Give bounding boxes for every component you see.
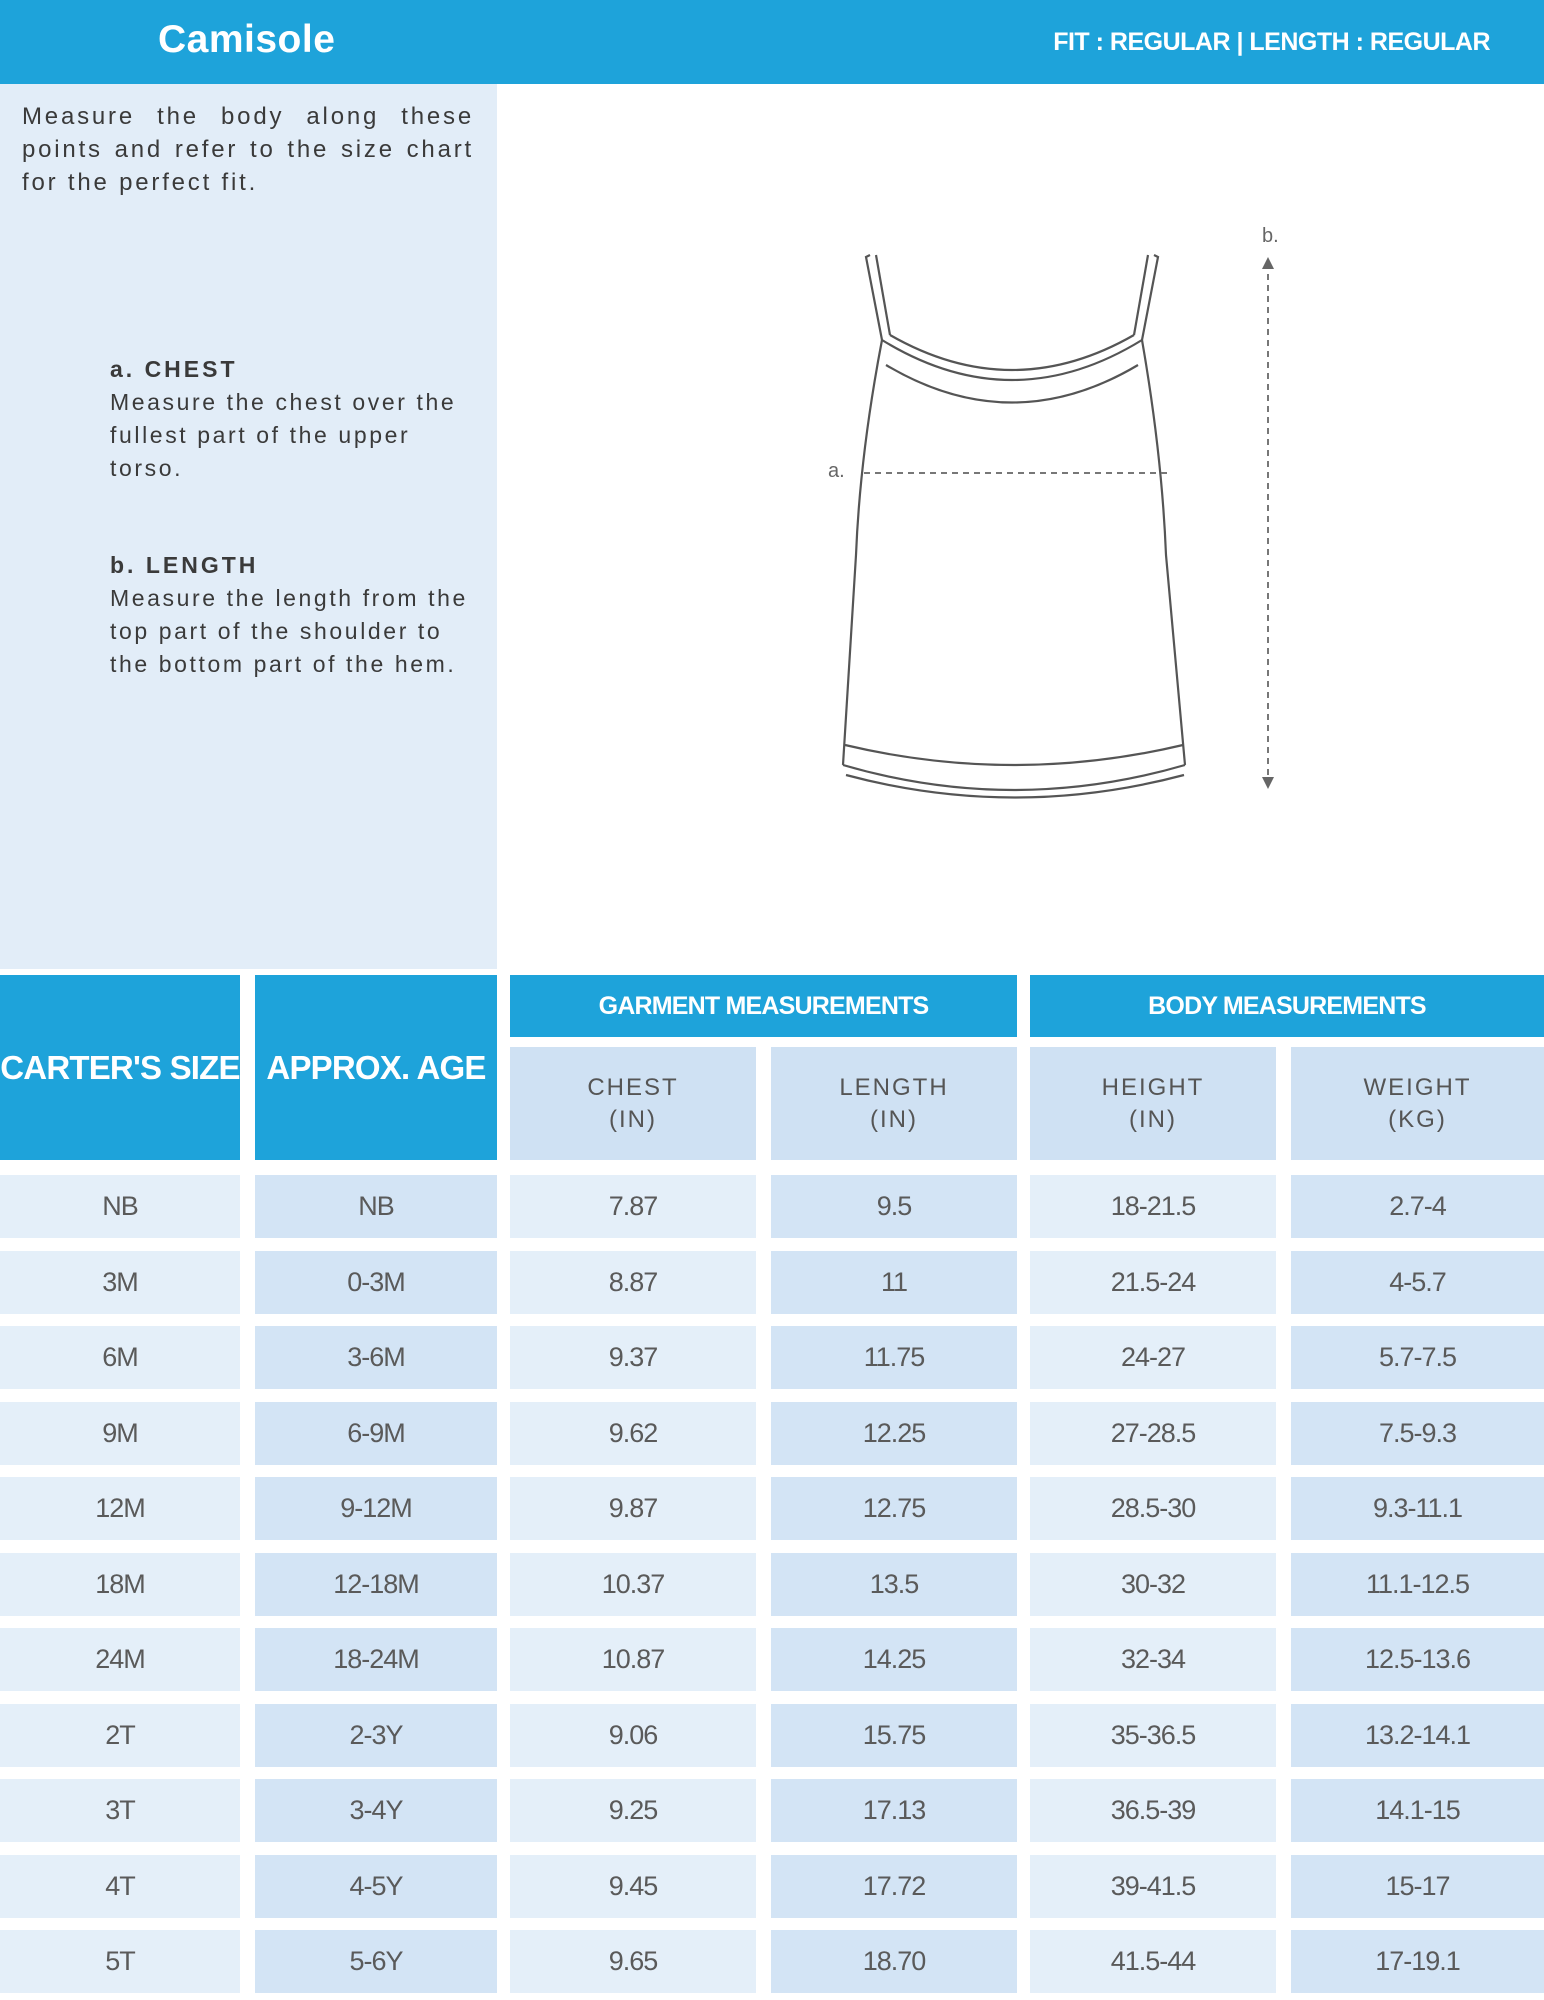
cell-weight: 2.7-4 xyxy=(1291,1175,1544,1238)
cell-length: 12.25 xyxy=(771,1402,1017,1465)
subheader-length-unit: (IN) xyxy=(870,1105,918,1133)
header-body-measurements: BODY MEASUREMENTS xyxy=(1030,975,1544,1037)
subheader-height xyxy=(1030,1047,1276,1160)
cell-weight: 14.1-15 xyxy=(1291,1779,1544,1842)
cell-chest: 10.37 xyxy=(510,1553,756,1616)
cell-weight: 9.3-11.1 xyxy=(1291,1477,1544,1540)
cell-height: 21.5-24 xyxy=(1030,1251,1276,1314)
cell-height: 32-34 xyxy=(1030,1628,1276,1691)
cell-weight: 7.5-9.3 xyxy=(1291,1402,1544,1465)
cell-height: 41.5-44 xyxy=(1030,1930,1276,1993)
cell-chest: 9.62 xyxy=(510,1402,756,1465)
header-carters-size: CARTER'S SIZE xyxy=(0,975,240,1160)
camisole-diagram xyxy=(790,215,1310,815)
fit-info: FIT : REGULAR | LENGTH : REGULAR xyxy=(1053,28,1490,56)
cell-age: 12-18M xyxy=(255,1553,497,1616)
cell-length: 9.5 xyxy=(771,1175,1017,1238)
measurement-length-heading: b. LENGTH xyxy=(110,552,259,578)
cell-weight: 5.7-7.5 xyxy=(1291,1326,1544,1389)
measurement-length-text: Measure the length from the top part of the shoulder to the bottom part of the hem. xyxy=(110,585,468,677)
subheader-height-name: HEIGHT xyxy=(1101,1073,1205,1101)
cell-weight: 15-17 xyxy=(1291,1855,1544,1918)
cell-chest: 9.45 xyxy=(510,1855,756,1918)
measurement-chest-text: Measure the chest over the fullest part of the upper torso. xyxy=(110,389,457,481)
cell-chest: 10.87 xyxy=(510,1628,756,1691)
page-title: Camisole xyxy=(158,18,336,61)
cell-weight: 13.2-14.1 xyxy=(1291,1704,1544,1767)
cell-weight: 12.5-13.6 xyxy=(1291,1628,1544,1691)
cell-length: 17.72 xyxy=(771,1855,1017,1918)
cell-weight: 17-19.1 xyxy=(1291,1930,1544,1993)
cell-chest: 9.87 xyxy=(510,1477,756,1540)
cell-age: 0-3M xyxy=(255,1251,497,1314)
cell-height: 28.5-30 xyxy=(1030,1477,1276,1540)
cell-height: 39-41.5 xyxy=(1030,1855,1276,1918)
cell-height: 18-21.5 xyxy=(1030,1175,1276,1238)
cell-size: 12M xyxy=(0,1477,240,1540)
cell-age: 18-24M xyxy=(255,1628,497,1691)
cell-length: 18.70 xyxy=(771,1930,1017,1993)
cell-length: 11 xyxy=(771,1251,1017,1314)
subheader-weight-unit: (KG) xyxy=(1388,1105,1447,1133)
header-garment-measurements: GARMENT MEASUREMENTS xyxy=(510,975,1017,1037)
cell-age: 9-12M xyxy=(255,1477,497,1540)
instructions-panel xyxy=(0,84,497,969)
cell-age: 3-4Y xyxy=(255,1779,497,1842)
subheader-height-unit: (IN) xyxy=(1129,1105,1177,1133)
cell-size: 5T xyxy=(0,1930,240,1993)
cell-length: 12.75 xyxy=(771,1477,1017,1540)
cell-age: 6-9M xyxy=(255,1402,497,1465)
intro-text: Measure the body along these points and refer to the size chart for the perfect fit. xyxy=(22,103,474,196)
measurement-chest xyxy=(110,353,470,485)
cell-chest: 8.87 xyxy=(510,1251,756,1314)
cell-size: 18M xyxy=(0,1553,240,1616)
cell-weight: 11.1-12.5 xyxy=(1291,1553,1544,1616)
subheader-weight-name: WEIGHT xyxy=(1363,1073,1472,1101)
cell-length: 11.75 xyxy=(771,1326,1017,1389)
cell-height: 24-27 xyxy=(1030,1326,1276,1389)
cell-weight: 4-5.7 xyxy=(1291,1251,1544,1314)
header-approx-age: APPROX. AGE xyxy=(255,975,497,1160)
cell-chest: 9.65 xyxy=(510,1930,756,1993)
subheader-length-name: LENGTH xyxy=(839,1073,949,1101)
cell-length: 17.13 xyxy=(771,1779,1017,1842)
subheader-chest xyxy=(510,1047,756,1160)
cell-chest: 9.37 xyxy=(510,1326,756,1389)
cell-height: 27-28.5 xyxy=(1030,1402,1276,1465)
cell-length: 13.5 xyxy=(771,1553,1017,1616)
cell-age: 5-6Y xyxy=(255,1930,497,1993)
cell-height: 30-32 xyxy=(1030,1553,1276,1616)
cell-size: 3M xyxy=(0,1251,240,1314)
cell-size: 4T xyxy=(0,1855,240,1918)
cell-length: 14.25 xyxy=(771,1628,1017,1691)
measurement-chest-heading: a. CHEST xyxy=(110,356,238,382)
subheader-chest-name: CHEST xyxy=(587,1073,679,1101)
cell-size: 3T xyxy=(0,1779,240,1842)
measurement-length xyxy=(110,549,470,681)
cell-height: 36.5-39 xyxy=(1030,1779,1276,1842)
cell-chest: 9.25 xyxy=(510,1779,756,1842)
cell-size: 6M xyxy=(0,1326,240,1389)
cell-size: 24M xyxy=(0,1628,240,1691)
diagram-label-a: a. xyxy=(828,460,845,482)
cell-age: 4-5Y xyxy=(255,1855,497,1918)
cell-length: 15.75 xyxy=(771,1704,1017,1767)
diagram-label-b: b. xyxy=(1262,225,1279,247)
cell-size: 9M xyxy=(0,1402,240,1465)
cell-chest: 9.06 xyxy=(510,1704,756,1767)
cell-age: NB xyxy=(255,1175,497,1238)
cell-height: 35-36.5 xyxy=(1030,1704,1276,1767)
cell-age: 3-6M xyxy=(255,1326,497,1389)
cell-age: 2-3Y xyxy=(255,1704,497,1767)
subheader-length xyxy=(771,1047,1017,1160)
subheader-weight xyxy=(1291,1047,1544,1160)
subheader-chest-unit: (IN) xyxy=(609,1105,657,1133)
size-chart-table xyxy=(0,975,1544,2000)
cell-size: 2T xyxy=(0,1704,240,1767)
cell-chest: 7.87 xyxy=(510,1175,756,1238)
cell-size: NB xyxy=(0,1175,240,1238)
header-bar xyxy=(0,0,1544,84)
